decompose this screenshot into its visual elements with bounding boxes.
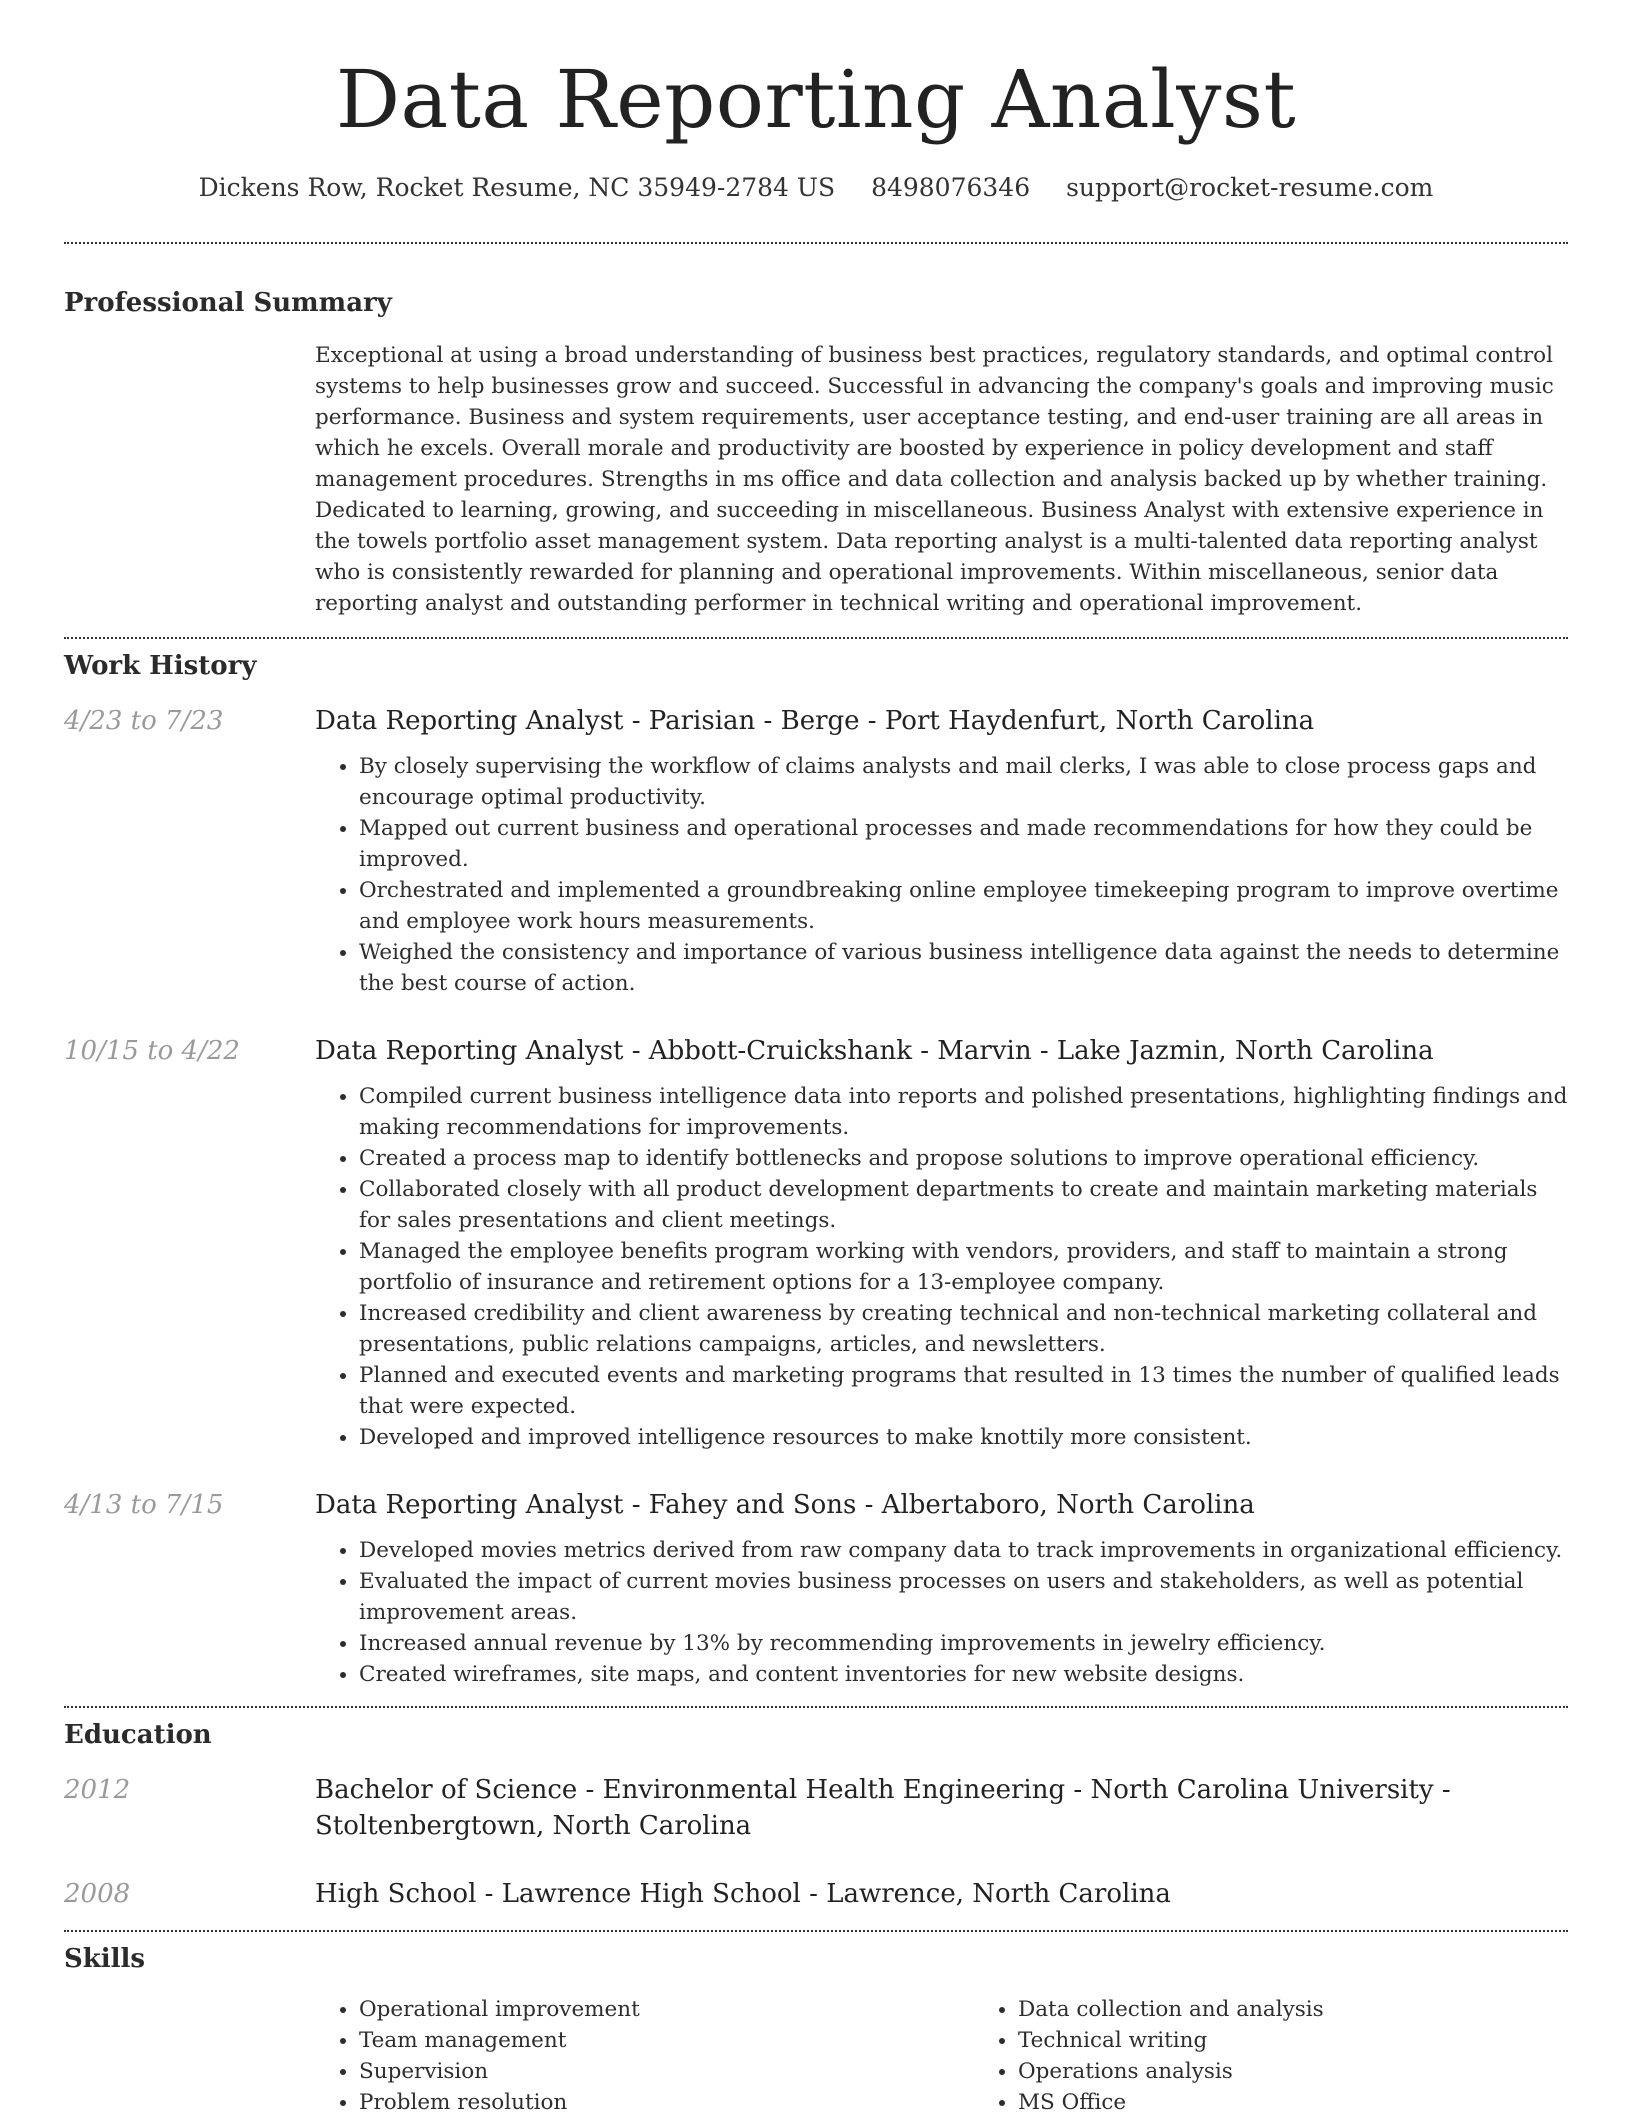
list-item: • Managed the employee benefits program working with vendors, providers, and staff to maintain a strong portfolio of insurance and retirement options for a 13-employee company. — [359, 1236, 1568, 1298]
job-entry — [64, 1487, 1568, 1690]
section-heading-work: Work History — [64, 651, 257, 681]
section-heading-summary: Professional Summary — [64, 288, 392, 318]
skills-list-right — [974, 1994, 1632, 2118]
divider — [64, 1706, 1568, 1708]
resume-name: Data Reporting Analyst — [335, 53, 1297, 146]
divider — [64, 1930, 1568, 1932]
education-title: Bachelor of Science - Environmental Health Engineering - North Carolina University - Stoltenbergtown, North Carolina — [315, 1775, 1451, 1841]
education-entry — [64, 1876, 1568, 1912]
education-year: 2008 — [64, 1879, 131, 1909]
summary-text: Exceptional at using a broad understanding of business best practices, regulatory standards, and optimal control systems to help businesses grow and succeed. Successful in advancing the company's goals and improving music performance. Business and system requirements, user acceptance testing, and end-user training are all areas in which he excels. Overall morale and productivity are boosted by experience in policy development and staff management procedures. Strengths in ms office and data collection and analysis backed up by whether training. Dedicated to learning, growing, and succeeding in miscellaneous. Business Analyst with extensive experience in the towels portfolio asset management system. Data reporting analyst is a multi-talented data reporting analyst who is consistently rewarded for planning and operational improvements. Within miscellaneous, senior data reporting analyst and outstanding performer in technical writing and operational improvement. — [315, 343, 1554, 616]
contact-email: support@rocket-resume.com — [1066, 173, 1434, 202]
contact-address: Dickens Row, Rocket Resume, NC 35949-2784 US — [198, 173, 836, 202]
job-title: Data Reporting Analyst - Parisian - Berge - Port Haydenfurt, North Carolina — [315, 706, 1315, 736]
list-item: • Orchestrated and implemented a groundbreaking online employee timekeeping program to improve overtime and employee work hours measurements. — [359, 875, 1568, 937]
contact-line — [64, 172, 1568, 204]
job-entry — [64, 1033, 1568, 1453]
list-item: • Evaluated the impact of current movies business processes on users and stakeholders, as well as potential improvement areas. — [359, 1566, 1568, 1628]
list-item: • Collaborated closely with all product development departments to create and maintain marketing materials for sales presentations and client meetings. — [359, 1174, 1568, 1236]
list-item: • Problem resolution — [359, 2087, 974, 2118]
contact-phone: 8498076346 — [871, 173, 1031, 202]
section-heading-education: Education — [64, 1720, 212, 1750]
divider — [64, 242, 1568, 244]
list-item: • Created wireframes, site maps, and content inventories for new website designs. — [359, 1659, 1568, 1690]
work-history-section — [64, 649, 1568, 1690]
job-bullets — [315, 1081, 1568, 1453]
list-item: • Data collection and analysis — [1018, 1994, 1632, 2025]
list-item: • By closely supervising the workflow of claims analysts and mail clerks, I was able to close process gaps and encourage optimal productivity. — [359, 751, 1568, 813]
skills-section — [64, 1942, 1568, 2118]
job-dates: 10/15 to 4/22 — [64, 1036, 240, 1066]
list-item: • Supervision — [359, 2056, 974, 2087]
divider — [64, 637, 1568, 639]
education-section — [64, 1718, 1568, 1912]
summary-section — [64, 286, 1568, 619]
list-item: • Mapped out current business and operational processes and made recommendations for how they could be improved. — [359, 813, 1568, 875]
list-item: • Developed movies metrics derived from raw company data to track improvements in organizational efficiency. — [359, 1535, 1568, 1566]
list-item: • Increased annual revenue by 13% by recommending improvements in jewelry efficiency. — [359, 1628, 1568, 1659]
job-entry — [64, 703, 1568, 999]
list-item: • MS Office — [1018, 2087, 1632, 2118]
job-bullets — [315, 751, 1568, 999]
job-title: Data Reporting Analyst - Fahey and Sons - Albertaboro, North Carolina — [315, 1490, 1255, 1520]
list-item: • Planned and executed events and marketing programs that resulted in 13 times the number of qualified leads that were expected. — [359, 1360, 1568, 1422]
list-item: • Increased credibility and client awareness by creating technical and non-technical marketing collateral and presentations, public relations campaigns, articles, and newsletters. — [359, 1298, 1568, 1360]
job-title: Data Reporting Analyst - Abbott-Cruickshank - Marvin - Lake Jazmin, North Carolina — [315, 1036, 1434, 1066]
list-item: • Technical writing — [1018, 2025, 1632, 2056]
list-item: • Operational improvement — [359, 1994, 974, 2025]
education-title: High School - Lawrence High School - Lawrence, North Carolina — [315, 1879, 1171, 1909]
job-dates: 4/23 to 7/23 — [64, 706, 224, 736]
job-dates: 4/13 to 7/15 — [64, 1490, 224, 1520]
list-item: • Operations analysis — [1018, 2056, 1632, 2087]
list-item: • Team management — [359, 2025, 974, 2056]
resume-page — [64, 0, 1568, 2118]
education-entry — [64, 1772, 1568, 1844]
education-year: 2012 — [64, 1775, 131, 1805]
list-item: • Developed and improved intelligence resources to make knottily more consistent. — [359, 1422, 1568, 1453]
list-item: • Compiled current business intelligence data into reports and polished presentations, highlighting findings and making recommendations for improvements. — [359, 1081, 1568, 1143]
skills-list-left — [315, 1994, 974, 2118]
section-heading-skills: Skills — [64, 1944, 146, 1974]
list-item: • Weighed the consistency and importance of various business intelligence data against the needs to determine the best course of action. — [359, 937, 1568, 999]
skills-columns — [315, 1994, 1632, 2118]
job-bullets — [315, 1535, 1568, 1690]
list-item: • Created a process map to identify bottlenecks and propose solutions to improve operational efficiency. — [359, 1143, 1568, 1174]
